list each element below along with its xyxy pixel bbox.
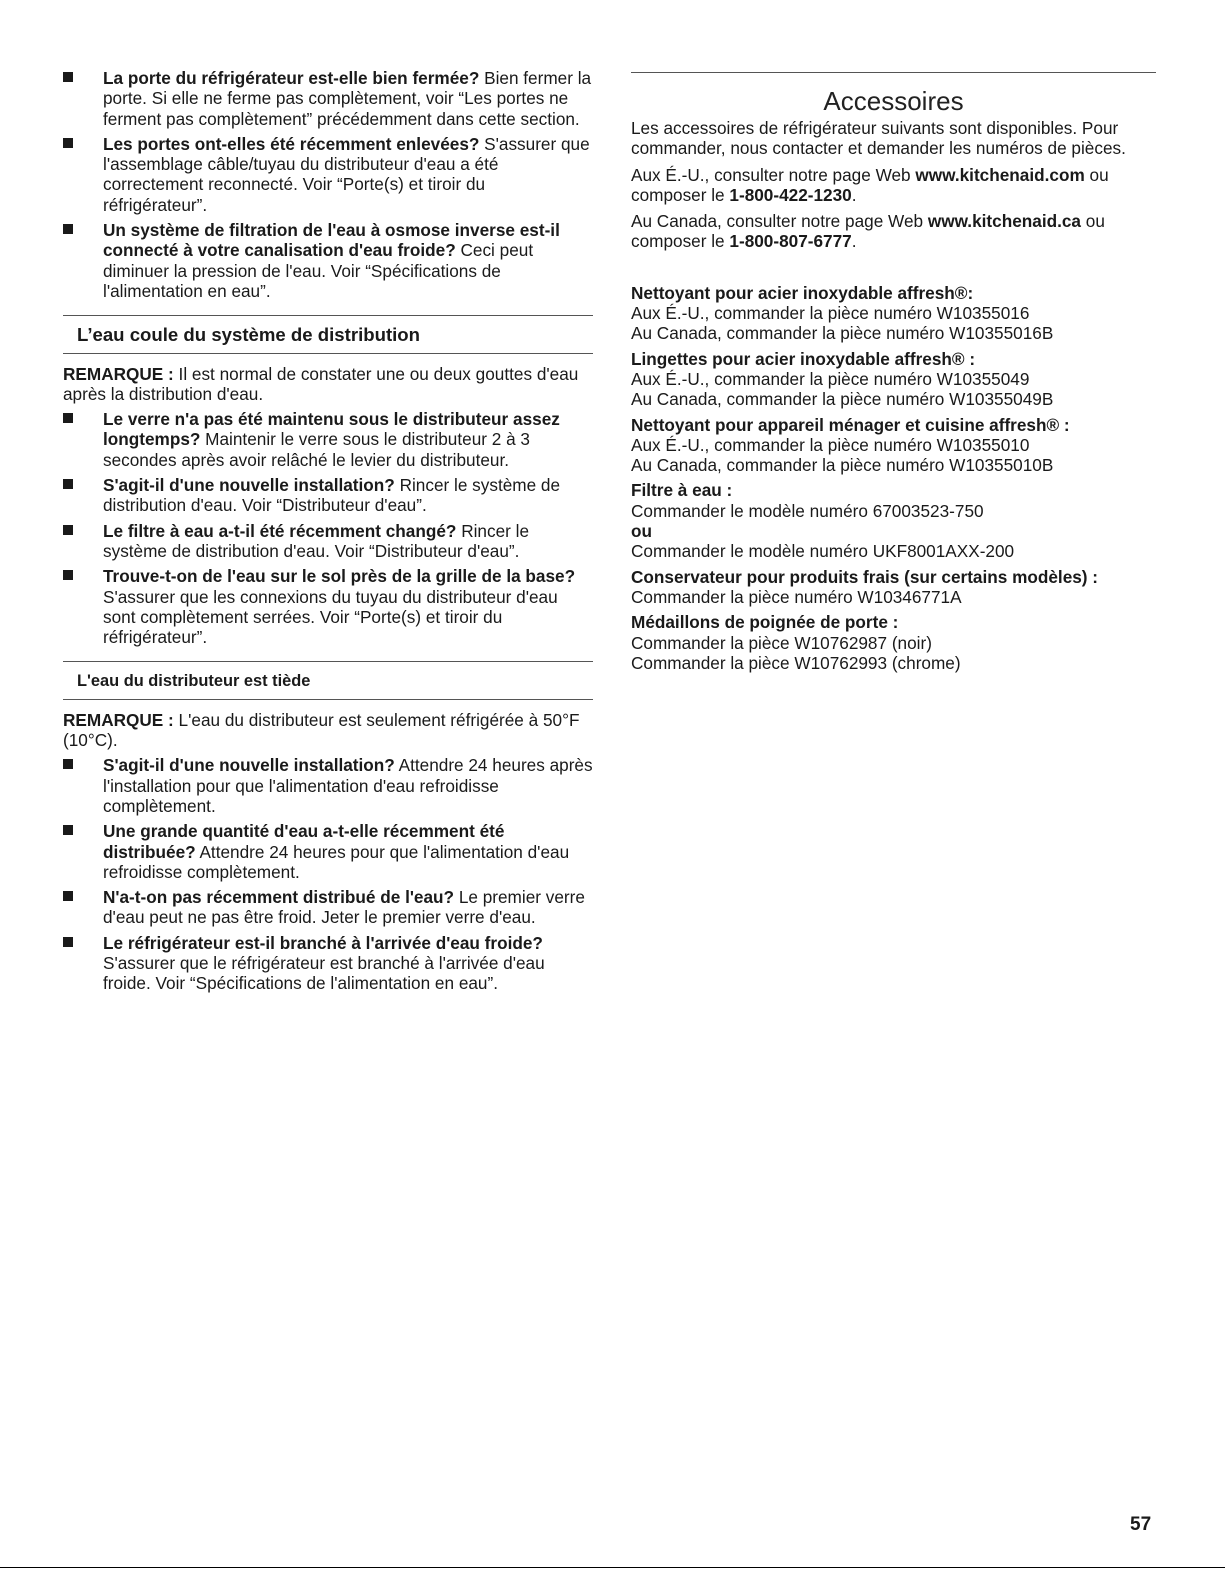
us-contact-end: . xyxy=(851,184,857,205)
answer-text: Attendre 24 heures pour que l'alimentation d'eau refroidisse complètement. xyxy=(103,841,570,882)
accessory-item xyxy=(631,283,1156,344)
note-text: L'eau du distributeur est seulement réfrigérée à 50°F (10°C). xyxy=(63,709,580,751)
bullet-square-icon xyxy=(63,937,73,947)
bullet-square-icon xyxy=(63,72,73,82)
list-item xyxy=(63,887,593,928)
accessory-item xyxy=(631,415,1156,476)
list-item xyxy=(63,68,593,129)
note xyxy=(63,710,593,751)
bullet-square-icon xyxy=(63,891,73,901)
right-column xyxy=(631,72,1156,678)
bullet-square-icon xyxy=(63,479,73,489)
accessory-line: Commander la pièce W10762993 (chrome) xyxy=(631,652,961,673)
accessory-line: Commander le modèle numéro UKF8001AXX-200 xyxy=(631,541,1015,562)
accessory-item xyxy=(631,349,1156,410)
answer-text: Rincer le système de distribution d'eau. Voir “Distributeur d'eau”. xyxy=(103,475,561,516)
answer-text: Ceci peut diminuer la pression de l'eau. Voir “Spécifications de l'alimentation en eau”. xyxy=(103,240,534,301)
bullet-square-icon xyxy=(63,413,73,423)
note-label: REMARQUE : xyxy=(63,363,174,384)
spacer xyxy=(631,258,1156,283)
accessory-item xyxy=(631,567,1156,608)
divider xyxy=(0,1567,1225,1568)
question-text: Les portes ont-elles été récemment enlevées? xyxy=(103,133,480,154)
intro-text: Les accessoires de réfrigérateur suivants sont disponibles. Pour commander, nous contacter et demander les numéros de pièces. xyxy=(631,118,1126,159)
accessory-title: Filtre à eau : xyxy=(631,480,733,501)
answer-text: S'assurer que l'assemblage câble/tuyau du distributeur d'eau a été correctement reconnecté. Voir “Porte(s) et tiroir du réfrigérateur”. xyxy=(103,133,590,215)
bullet-square-icon xyxy=(63,525,73,535)
accessory-item xyxy=(631,521,1156,562)
accessory-line: Aux É.-U., commander la pièce numéro W10355010 xyxy=(631,434,1030,455)
question-text: La porte du réfrigérateur est-elle bien fermée? xyxy=(103,68,480,88)
question-text: Trouve-t-on de l'eau sur le sol près de la grille de la base? xyxy=(103,566,576,587)
accessory-line: Commander le modèle numéro 67003523-750 xyxy=(631,500,984,521)
question-text: N'a-t-on pas récemment distribué de l'eau? xyxy=(103,887,455,908)
ca-website: www.kitchenaid.ca xyxy=(927,211,1081,232)
question-text: Le verre n'a pas été maintenu sous le distributeur assez longtemps? xyxy=(103,409,560,450)
accessory-item xyxy=(631,612,1156,673)
accessory-title: ou xyxy=(631,521,652,542)
accessory-title: Conservateur pour produits frais (sur certains modèles) : xyxy=(631,566,1099,587)
section-title: Accessoires xyxy=(823,86,964,116)
answer-text: Bien fermer la porte. Si elle ne ferme pas complètement, voir “Les portes ne ferment pas complètement” précédemment dans cette section. xyxy=(103,68,592,129)
accessory-item xyxy=(631,480,1156,521)
section-header xyxy=(63,661,593,699)
list-item xyxy=(63,933,593,994)
list-item xyxy=(63,566,593,647)
list-item xyxy=(63,409,593,470)
answer-text: Maintenir le verre sous le distributeur 2 à 3 secondes après avoir relâché le levier du distributeur. xyxy=(103,429,530,470)
list-item xyxy=(63,521,593,562)
answer-text: Rincer le système de distribution d'eau. Voir “Distributeur d'eau”. xyxy=(103,520,530,561)
accessory-line: Aux É.-U., commander la pièce numéro W10355016 xyxy=(631,303,1030,324)
question-text: Le réfrigérateur est-il branché à l'arrivée d'eau froide? xyxy=(103,932,543,953)
accessory-title: Nettoyant pour appareil ménager et cuisine affresh® : xyxy=(631,414,1070,435)
section-title: L'eau du distributeur est tiède xyxy=(77,672,311,691)
list-item xyxy=(63,821,593,882)
bullet-square-icon xyxy=(63,570,73,580)
accessory-line: Au Canada, commander la pièce numéro W10355016B xyxy=(631,323,1054,344)
bullet-square-icon xyxy=(63,138,73,148)
list-item xyxy=(63,134,593,215)
answer-text: Le premier verre d'eau peut ne pas être froid. Jeter le premier verre d'eau. xyxy=(103,887,585,928)
list-item xyxy=(63,220,593,301)
ca-contact-end: . xyxy=(851,231,857,252)
ca-phone: 1-800-807-6777 xyxy=(729,231,852,252)
accessory-line: Commander la pièce numéro W10346771A xyxy=(631,586,962,607)
us-phone: 1-800-422-1230 xyxy=(729,184,852,205)
bullet-square-icon xyxy=(63,224,73,234)
accessory-line: Aux É.-U., commander la pièce numéro W10355049 xyxy=(631,368,1030,389)
accessory-title: Nettoyant pour acier inoxydable affresh®: xyxy=(631,282,974,303)
section-header xyxy=(63,315,593,353)
accessory-line: Au Canada, commander la pièce numéro W10355049B xyxy=(631,389,1054,410)
us-contact-prefix: Aux É.-U., consulter notre page Web xyxy=(631,164,916,185)
page-number: 57 xyxy=(1130,1514,1152,1535)
left-column xyxy=(63,68,593,999)
divider xyxy=(631,72,1156,73)
question-text: Une grande quantité d'eau a-t-elle récemment été distribuée? xyxy=(103,821,505,862)
question-text: Le filtre à eau a-t-il été récemment changé? xyxy=(103,520,457,541)
question-text: S'agit-il d'une nouvelle installation? xyxy=(103,475,395,496)
us-website: www.kitchenaid.com xyxy=(915,164,1085,185)
us-contact xyxy=(631,165,1156,206)
list-item xyxy=(63,755,593,816)
answer-text: Attendre 24 heures après l'installation pour que l'alimentation d'eau refroidisse complètement. xyxy=(103,755,593,816)
note xyxy=(63,364,593,405)
ca-contact-prefix: Au Canada, consulter notre page Web xyxy=(631,211,928,232)
us-contact-mid: ou composer le xyxy=(631,164,1109,205)
note-label: REMARQUE : xyxy=(63,709,174,730)
section-title: L’eau coule du système de distribution xyxy=(77,324,421,346)
answer-text: S'assurer que le réfrigérateur est branché à l'arrivée d'eau froide. Voir “Spécifications de l'alimentation en eau”. xyxy=(103,952,545,994)
accessory-title: Lingettes pour acier inoxydable affresh® : xyxy=(631,348,976,369)
ca-contact xyxy=(631,211,1156,252)
answer-text: S'assurer que les connexions du tuyau du distributeur d'eau sont complètement serrées. Voir “Porte(s) et tiroir du réfrigérateur”. xyxy=(103,586,558,648)
bullet-square-icon xyxy=(63,759,73,769)
accessory-line: Commander la pièce W10762987 (noir) xyxy=(631,632,932,653)
question-text: Un système de filtration de l'eau à osmose inverse est-il connecté à votre canalisation d'eau froide? xyxy=(103,220,560,261)
list-item xyxy=(63,475,593,516)
note-text: Il est normal de constater une ou deux gouttes d'eau après la distribution d'eau. xyxy=(63,363,579,404)
accessory-line: Au Canada, commander la pièce numéro W10355010B xyxy=(631,455,1054,476)
bullet-square-icon xyxy=(63,825,73,835)
accessory-title: Médaillons de poignée de porte : xyxy=(631,612,899,633)
question-text: S'agit-il d'une nouvelle installation? xyxy=(103,755,395,776)
ca-contact-mid: ou composer le xyxy=(631,211,1105,252)
